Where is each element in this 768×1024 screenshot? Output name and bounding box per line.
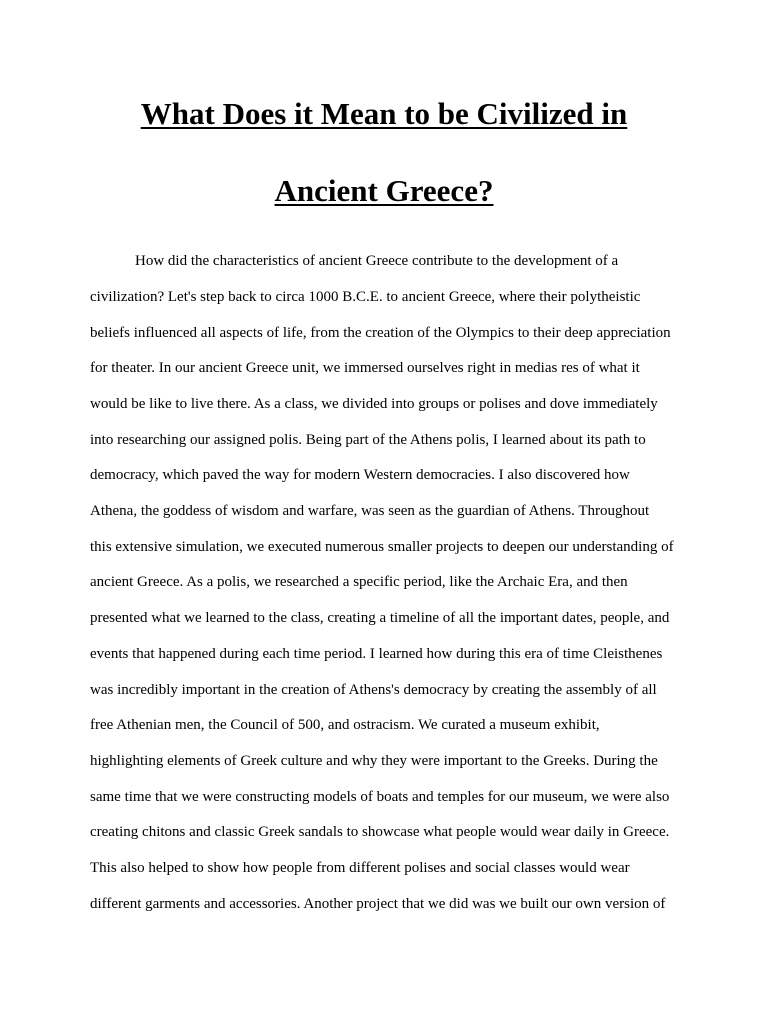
body-line-4: for theater. In our ancient Greece unit, we immersed ourselves right in medias res of what it bbox=[90, 360, 640, 376]
body-line-2: civilization? Let's step back to circa 1000 B.C.E. to ancient Greece, where their polytheistic bbox=[90, 289, 641, 305]
body-line-6: into researching our assigned polis. Being part of the Athens polis, I learned about its path to bbox=[90, 432, 646, 448]
body-line-8: Athena, the goddess of wisdom and warfare, was seen as the guardian of Athens. Throughout bbox=[90, 503, 650, 519]
body-line-13: was incredibly important in the creation of Athens's democracy by creating the assembly of all bbox=[90, 682, 657, 698]
body-line-19: different garments and accessories. Another project that we did was we built our own version of bbox=[90, 896, 666, 912]
body-line-9: this extensive simulation, we executed numerous smaller projects to deepen our understanding of bbox=[90, 539, 674, 555]
body-line-17: creating chitons and classic Greek sandals to showcase what people would wear daily in Greece. bbox=[90, 824, 670, 840]
body-line-11: presented what we learned to the class, creating a timeline of all the important dates, people, and bbox=[90, 610, 670, 626]
body-line-5: would be like to live there. As a class, we divided into groups or polises and dove immediately bbox=[90, 396, 658, 412]
body-line-14: free Athenian men, the Council of 500, and ostracism. We curated a museum exhibit, bbox=[90, 717, 600, 733]
body-line-16: same time that we were constructing models of boats and temples for our museum, we were also bbox=[90, 789, 670, 805]
body-line-7: democracy, which paved the way for modern Western democracies. I also discovered how bbox=[90, 467, 630, 483]
title-line-2: Ancient Greece? bbox=[274, 173, 494, 208]
body-line-12: events that happened during each time period. I learned how during this era of time Cleisthenes bbox=[90, 646, 663, 662]
body-line-18: This also helped to show how people from different polises and social classes would wear bbox=[90, 860, 630, 876]
body-line-15: highlighting elements of Greek culture and why they were important to the Greeks. During the bbox=[90, 753, 658, 769]
body-line-10: ancient Greece. As a polis, we researched a specific period, like the Archaic Era, and then bbox=[90, 574, 628, 590]
title-line-1: What Does it Mean to be Civilized in bbox=[140, 96, 628, 131]
body-line-3: beliefs influenced all aspects of life, from the creation of the Olympics to their deep appreciation bbox=[90, 325, 671, 341]
body-line-1: How did the characteristics of ancient Greece contribute to the development of a bbox=[135, 253, 619, 269]
